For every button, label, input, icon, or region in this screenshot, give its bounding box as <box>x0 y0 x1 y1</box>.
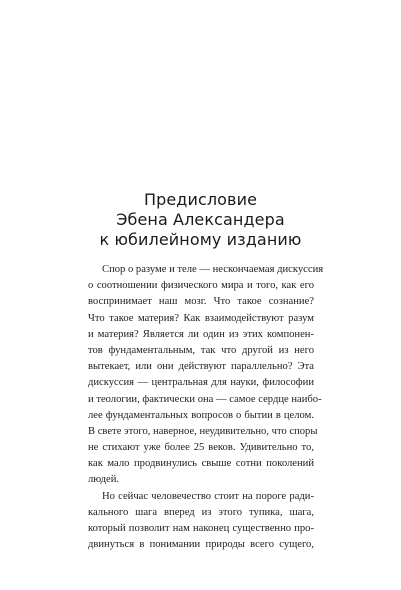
heading-line: Эбена Александера <box>116 210 285 229</box>
text-line: как мало продвинулись свыше сотни поколений <box>88 458 314 470</box>
text-line: тов фундаментальным, так что другой из него <box>88 344 314 356</box>
text-line: Но сейчас человечество стоит на пороге ради- <box>102 490 314 502</box>
text-line: и теологии, фактически она — самое сердце наибо- <box>88 393 322 405</box>
text-line: который позволит нам наконец существенно про- <box>88 523 314 534</box>
text-line: В свете этого, наверное, неудивительно, что споры <box>88 425 318 437</box>
text-line: не стихают уже более 25 веков. Удивительно то, <box>88 442 314 454</box>
paragraph <box>88 489 314 554</box>
text-line: двинуться в понимании природы всего сущего, <box>88 539 314 551</box>
heading-line: к юбилейному изданию <box>99 230 302 249</box>
text-line: воспринимает наш мозг. Что такое сознание? <box>88 296 314 308</box>
text-line: кального шага вперед из этого тупика, шага, <box>88 506 314 518</box>
text-line: лее фундаментальных вопросов о бытии в целом. <box>88 409 314 421</box>
text-line: людей. <box>88 474 120 486</box>
text-line: вытекает, или они действуют параллельно? Эта <box>88 361 314 373</box>
heading-line: Предисловие <box>143 190 258 209</box>
chapter-heading <box>0 190 401 250</box>
text-line: дискуссия — центральная для науки, философии <box>88 377 314 389</box>
text-line: о соотношении физического мира и того, как его <box>88 280 314 292</box>
body-text <box>88 262 324 553</box>
text-line: Спор о разуме и теле — нескончаемая дискуссия <box>102 264 324 275</box>
text-line: Что такое материя? Как взаимодействуют разум <box>88 312 314 324</box>
paragraph <box>88 262 324 489</box>
text-line: и материя? Является ли один из этих компонен- <box>88 328 314 340</box>
